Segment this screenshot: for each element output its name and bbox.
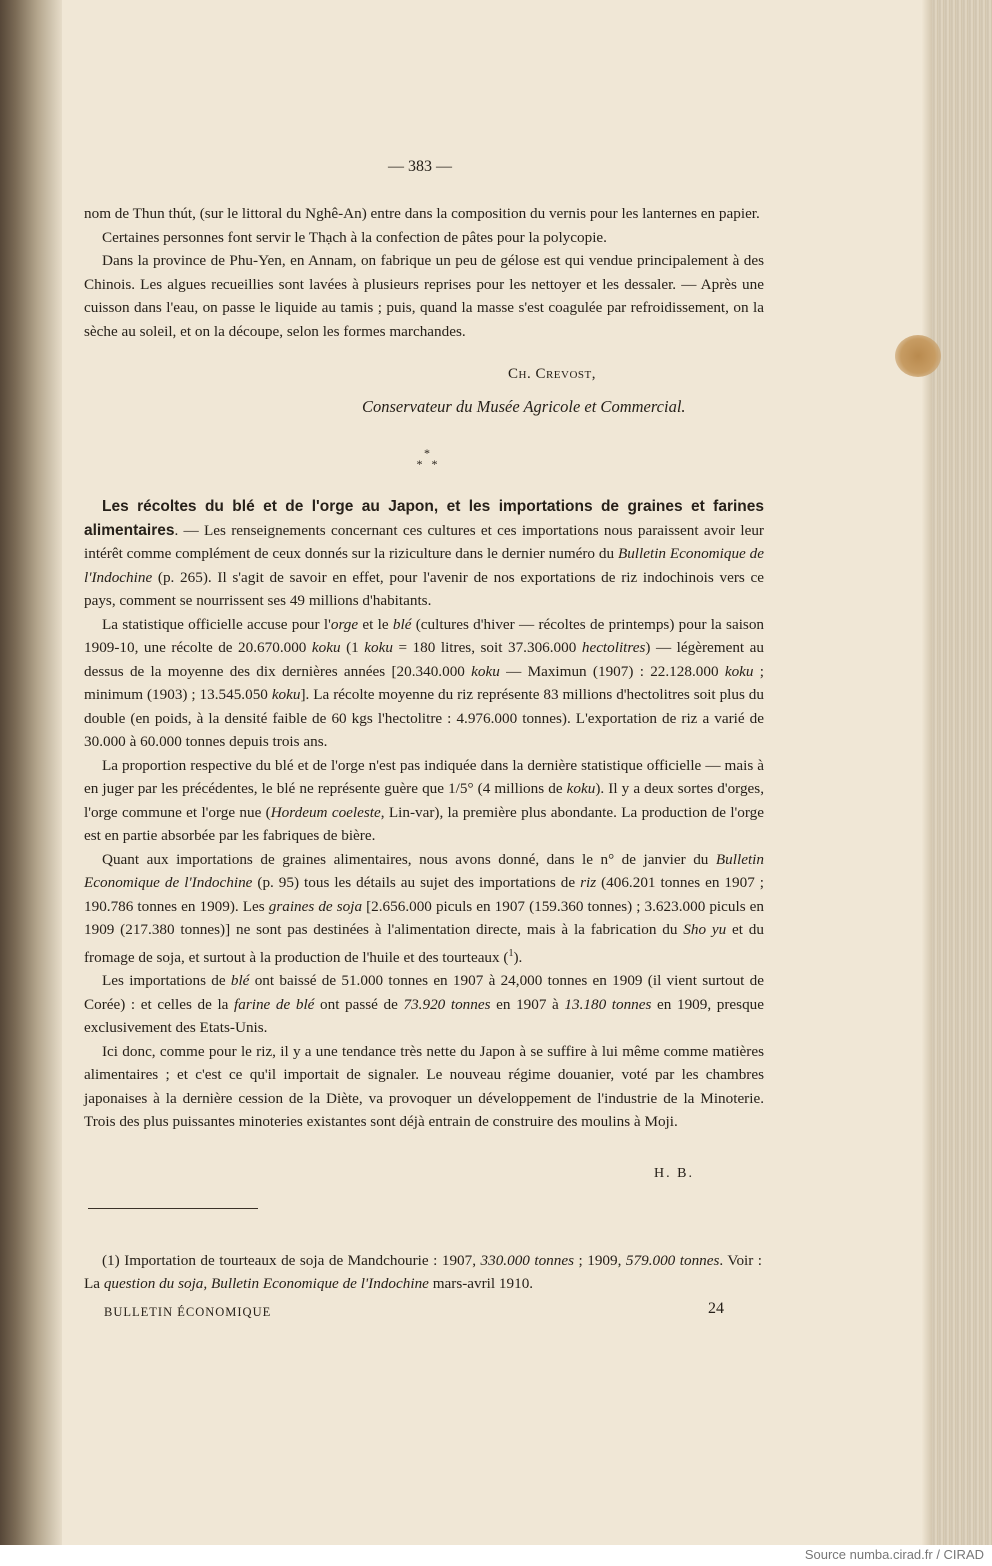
- source-bar: [0, 1545, 992, 1566]
- paper-stain: [895, 335, 941, 377]
- asterism-top: *: [424, 446, 430, 460]
- footnote: (1) Importation de tourteaux de soja de Mandchourie : 1907, 330.000 tonnes ; 1909, 579.000 tonnes. Voir : La question du soja, Bulletin Economique de l'Indochine mars-avril 1910.: [84, 1252, 763, 1292]
- paragraph: La proportion respective du blé et de l'orge n'est pas indiquée dans la dernière statistique officielle — mais à en juger par les précédentes, le blé ne représente guère que 1/5° (4 millions de koku). Il y a deux sortes d'orges, l'orge commune et l'orge nue (Hordeum coeleste, Lin-var), la première plus abondante. La production de l'orge est en partie absorbée par les fabriques de bière.: [84, 756, 765, 844]
- footnote-rule: [88, 1208, 258, 1209]
- author-title: Conservateur du Musée Agricole et Commercial.: [362, 397, 686, 416]
- sheet-number: 24: [708, 1300, 724, 1317]
- continuation-text: [84, 202, 764, 343]
- page-edge-shadow: [922, 0, 932, 1545]
- paragraph: Ici donc, comme pour le riz, il y a une tendance très nette du Japon à se suffire à lui même comme matières alimentaires ; et c'est ce qu'il importait de signaler. Le nouveau régime douanier, voté par les chambres japonaises à la dernière cession de la Diète, va provoquer un développement de l'industrie de la Minoterie. Trois des plus puissantes minoteries existantes sont déjà entrain de construire des moulins à Moji.: [84, 1042, 764, 1131]
- footnote-ref: 1: [508, 947, 514, 959]
- page-number: — 383 —: [388, 158, 452, 175]
- book-gutter: [0, 0, 62, 1545]
- source-credit: Source numba.cirad.fr / CIRAD: [804, 1547, 984, 1562]
- author-signature: Ch. Crevost,: [508, 366, 596, 382]
- paragraph: Dans la province de Phu-Yen, en Annam, on fabrique un peu de gélose est qui vendue principalement à des Chinois. Les algues recueillies sont lavées à plusieurs reprises pour les nettoyer et les dessaler. — Après une cuisson dans l'eau, on passe le liquide au tamis ; puis, quand la masse s'est coagulée par refroidissement, on la sèche au soleil, et on la découpe, selon les formes marchandes.: [84, 252, 764, 340]
- page-edges: [932, 0, 992, 1545]
- paragraph: Certaines personnes font servir le Thạch à la confection de pâtes pour la polycopie.: [102, 228, 607, 246]
- paragraph: Les importations de blé ont baissé de 51.000 tonnes en 1907 à 24,000 tonnes en 1909 (il vient surtout de Corée) : et celles de la farine de blé ont passé de 73.920 tonnes en 1907 à 13.180 tonnes en 1909, presque exclusivement des Etats-Unis.: [84, 972, 764, 1037]
- paragraph: La statistique officielle accuse pour l'orge et le blé (cultures d'hiver — récoltes de printemps) pour la saison 1909-10, une récolte de 20.670.000 koku (1 koku = 180 litres, soit 37.306.000 hectolitres) — légèrement au dessus de la moyenne des dix dernières années [20.340.000 koku — Maximun (1907) : 22.128.000 koku ; minimum (1903) ; 13.545.050 koku]. La récolte moyenne du riz représente 83 millions d'hectolitres soit plus du double (en poids, à la densité faible de 60 kgs l'hectolitre : 4.976.000 tonnes). L'exportation de riz a varié de 30.000 à 60.000 tonnes depuis trois ans.: [84, 615, 765, 750]
- article-title: Les récoltes du blé et de l'orge au Japon, et les importations de graines et farines alimentaires: [84, 498, 764, 539]
- paragraph: Quant aux importations de graines alimentaires, nous avons donné, dans le n° de janvier du Bulletin Economique de l'Indochine (p. 95) tous les détails au sujet des importations de riz (406.201 tonnes en 1907 ; 190.786 tonnes en 1909). Les graines de soja [2.656.000 piculs en 1907 (159.360 tonnes) ; 3.623.000 piculs en 1909 (217.380 tonnes)] ne sont pas destinées à l'alimentation directe, mais à la fabrication du Sho yu et du fromage de soja, et surtout à la production de l'huile et des tourteaux ($^1$).: [84, 850, 764, 966]
- section-asterism: [402, 448, 452, 470]
- asterism-bottom: * *: [416, 457, 438, 471]
- article-intro: Les récoltes du blé et de l'orge au Japon, et les importations de graines et farines alimentaires. — Les renseignements concernant ces cultures et ces importations nous paraissent avoir leur intérêt comme complément de ceux donnés sur la riziculture dans le dernier numéro du Bulletin Economique de l'Indochine (p. 265). Il s'agit de savoir en effet, pour l'avenir de nos exportations de riz indochinois vers ce pays, comment se nourrissent ses 49 millions d'habitants.: [84, 498, 764, 609]
- article-body: [84, 495, 764, 1134]
- running-footer: BULLETIN ÉCONOMIQUE: [104, 1305, 272, 1319]
- article-initials: H. B.: [654, 1166, 694, 1181]
- paragraph: nom de Thun thút, (sur le littoral du Nghê-An) entre dans la composition du vernis pour les lanternes en papier.: [84, 205, 760, 222]
